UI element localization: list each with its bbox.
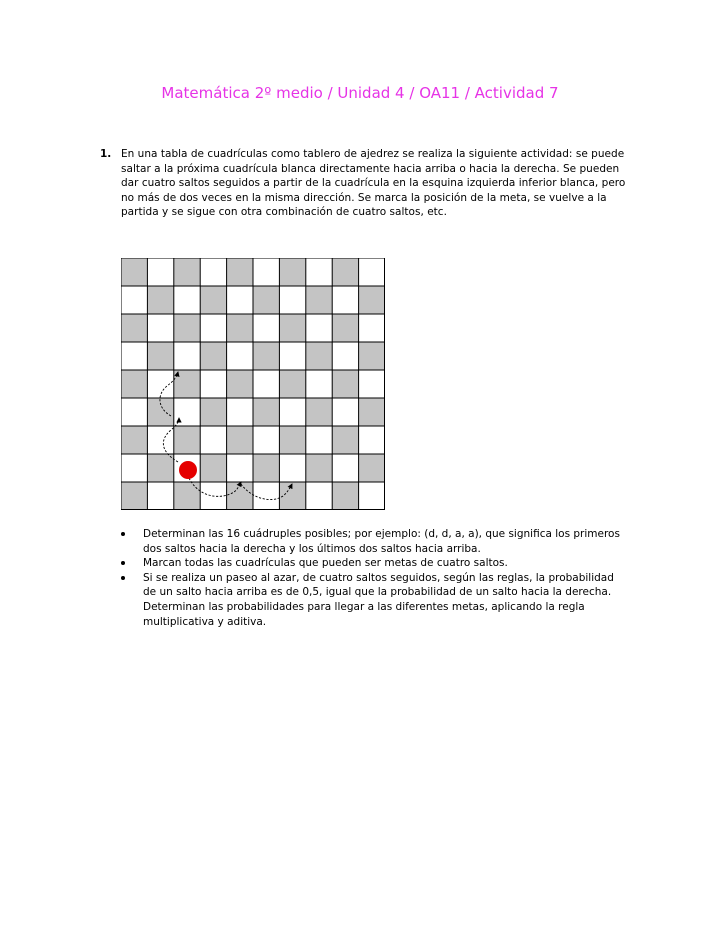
- board-cell-white: [121, 398, 147, 426]
- board-cell-gray: [227, 314, 253, 342]
- board-cell-gray: [121, 426, 147, 454]
- board-cell-white: [253, 258, 279, 286]
- board-cell-gray: [359, 398, 385, 426]
- board-cell-gray: [174, 314, 200, 342]
- board-cell-gray: [227, 426, 253, 454]
- board-cell-white: [332, 286, 358, 314]
- board-cell-gray: [332, 482, 358, 510]
- board-cell-gray: [200, 286, 226, 314]
- board-cell-white: [200, 426, 226, 454]
- board-cell-gray: [147, 342, 173, 370]
- board-cell-gray: [227, 482, 253, 510]
- board-cell-gray: [306, 398, 332, 426]
- board-cell-gray: [253, 342, 279, 370]
- board-cell-gray: [174, 258, 200, 286]
- board-cell-gray: [174, 370, 200, 398]
- board-cell-white: [253, 370, 279, 398]
- board-cell-gray: [359, 342, 385, 370]
- checkerboard-figure: [121, 258, 385, 510]
- board-cell-gray: [332, 258, 358, 286]
- board-cell-gray: [306, 454, 332, 482]
- board-cell-white: [279, 342, 305, 370]
- board-cell-white: [279, 398, 305, 426]
- board-cell-gray: [121, 370, 147, 398]
- board-cell-gray: [200, 398, 226, 426]
- board-cell-white: [174, 286, 200, 314]
- board-cell-gray: [147, 286, 173, 314]
- activity-bullet-list: [121, 527, 621, 629]
- board-cell-white: [306, 314, 332, 342]
- list-item: Marcan todas las cuadrículas que pueden ser metas de cuatro saltos.: [121, 556, 621, 571]
- board-cell-white: [306, 258, 332, 286]
- board-cell-gray: [147, 454, 173, 482]
- board-cell-gray: [227, 370, 253, 398]
- board-cell-white: [227, 454, 253, 482]
- board-cell-white: [147, 482, 173, 510]
- board-cell-gray: [200, 342, 226, 370]
- board-cell-gray: [253, 286, 279, 314]
- board-cell-gray: [253, 454, 279, 482]
- start-marker: [179, 461, 197, 479]
- board-cell-white: [332, 398, 358, 426]
- board-cell-white: [306, 370, 332, 398]
- board-cell-white: [359, 258, 385, 286]
- board-cell-gray: [359, 286, 385, 314]
- page-title: Matemática 2º medio / Unidad 4 / OA11 / Actividad 7: [161, 84, 559, 102]
- board-cell-white: [253, 426, 279, 454]
- board-cell-white: [359, 314, 385, 342]
- bullet-icon: [121, 576, 125, 580]
- board-cell-gray: [279, 370, 305, 398]
- board-cell-white: [253, 314, 279, 342]
- board-cell-white: [306, 426, 332, 454]
- board-cell-white: [147, 314, 173, 342]
- board-cell-white: [279, 286, 305, 314]
- board-cell-white: [332, 454, 358, 482]
- board-cell-gray: [253, 398, 279, 426]
- board-cell-gray: [121, 482, 147, 510]
- board-cell-white: [227, 286, 253, 314]
- board-cell-white: [306, 482, 332, 510]
- board-cell-white: [174, 342, 200, 370]
- board-cell-white: [359, 370, 385, 398]
- board-cell-gray: [332, 370, 358, 398]
- board-cell-gray: [332, 426, 358, 454]
- question-number: 1.: [100, 148, 112, 160]
- board-cell-white: [147, 426, 173, 454]
- board-cell-gray: [147, 398, 173, 426]
- board-cell-gray: [227, 258, 253, 286]
- board-cell-white: [200, 370, 226, 398]
- board-cell-gray: [306, 286, 332, 314]
- bullet-icon: [121, 561, 125, 565]
- board-cell-white: [147, 258, 173, 286]
- board-cell-gray: [121, 258, 147, 286]
- bullet-icon: [121, 532, 125, 536]
- board-cell-gray: [279, 482, 305, 510]
- board-cell-gray: [279, 258, 305, 286]
- board-cell-gray: [359, 454, 385, 482]
- board-cell-gray: [306, 342, 332, 370]
- board-cell-gray: [121, 314, 147, 342]
- board-cell-gray: [332, 314, 358, 342]
- board-cell-white: [121, 342, 147, 370]
- board-cell-white: [359, 482, 385, 510]
- board-cell-white: [279, 454, 305, 482]
- board-cell-white: [121, 286, 147, 314]
- board-cell-gray: [279, 426, 305, 454]
- board-cell-white: [359, 426, 385, 454]
- board-cell-white: [121, 454, 147, 482]
- board-cell-gray: [174, 426, 200, 454]
- board-cell-gray: [200, 454, 226, 482]
- board-cell-white: [200, 258, 226, 286]
- list-item: Si se realiza un paseo al azar, de cuatro saltos seguidos, según las reglas, la probabilidad de un salto hacia arriba es de 0,5, igual que la probabilidad de un salto hacia la derecha. Determinan las probabilidades para llegar a las diferentes metas, aplicando la regla multiplicativa y aditiva.: [121, 571, 621, 629]
- checkerboard-svg: [121, 258, 385, 510]
- board-cell-white: [200, 314, 226, 342]
- board-cell-gray: [279, 314, 305, 342]
- question-text: En una tabla de cuadrículas como tablero de ajedrez se realiza la siguiente actividad: se puede saltar a la próxima cuadrícula blanca directamente hacia arriba o hacia la derecha. Se pueden dar cuatro saltos seguidos a partir de la cuadrícula en la esquina izquierda inferior blanca, pero no más de dos veces en la misma dirección. Se marca la posición de la meta, se vuelve a la partida y se sigue con otra combinación de cuatro saltos, etc.: [121, 148, 626, 219]
- board-cell-white: [332, 342, 358, 370]
- board-cell-white: [227, 342, 253, 370]
- board-cell-white: [227, 398, 253, 426]
- board-cell-gray: [174, 482, 200, 510]
- list-item: Determinan las 16 cuádruples posibles; por ejemplo: (d, d, a, a), que significa los primeros dos saltos hacia la derecha y los últimos dos saltos hacia arriba.: [121, 527, 621, 556]
- board-cell-white: [253, 482, 279, 510]
